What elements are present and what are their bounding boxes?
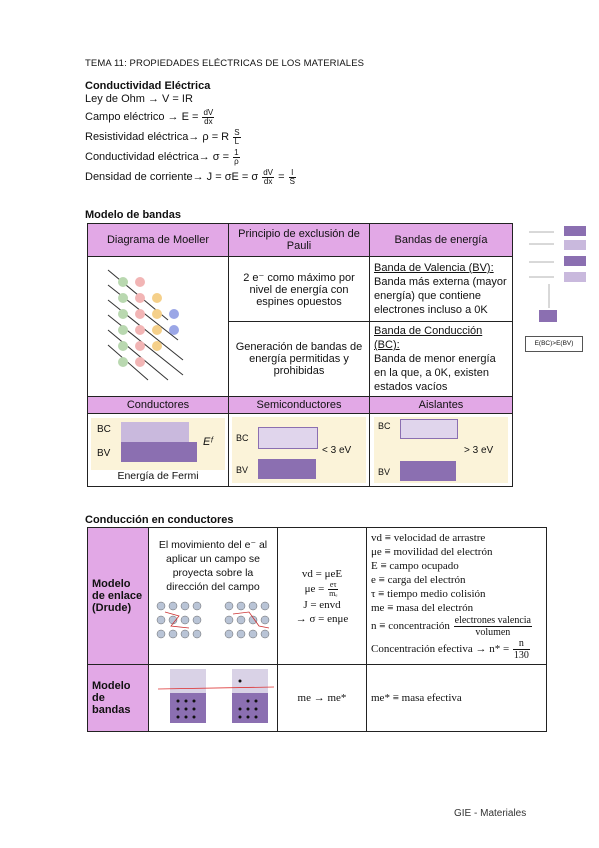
semi-gap: < 3 eV — [322, 445, 352, 456]
aislantes-gap: > 3 eV — [464, 445, 494, 456]
bandas-image-cell — [149, 665, 278, 732]
drude-equations — [278, 528, 367, 665]
def-n: n ≡ concentración $\frac{\text{electrones valencia}}{\text{volumen}}$ — [371, 615, 531, 638]
def-vd: vd ≡ velocidad de arrastre — [371, 532, 486, 544]
pauli-cell-2: Generación de bandas de energía permitidas y prohibidas — [229, 322, 370, 397]
bv-cell — [370, 257, 513, 322]
bv-title: Banda de Valencia (BV): — [374, 262, 494, 274]
modelo-bandas-heading: Modelo de bandas — [85, 209, 181, 221]
conductores-diagram — [88, 414, 229, 487]
bv-label: BV — [378, 467, 391, 477]
bc-title: Banda de Conducción (BC): — [374, 325, 483, 351]
col-pauli: Principio de exclusión de Pauli — [229, 224, 370, 257]
band-bc — [400, 419, 458, 439]
pauli-cell-1: 2 e⁻ como máximo por nivel de energía con espines opuestos — [229, 257, 370, 322]
eq-mu: μe = $\frac{e\tau}{\text{mₑ}}$ — [304, 579, 338, 598]
band-bc — [258, 427, 318, 449]
band-bv — [121, 442, 197, 462]
bandas-eq: me → me* — [278, 665, 367, 732]
bc-label: BC — [378, 421, 391, 431]
footer: GIE - Materiales — [454, 808, 527, 819]
conductores-bands — [91, 418, 225, 470]
conduccion-heading: Conducción en conductores — [85, 514, 234, 526]
bandas-electron-image — [150, 667, 276, 727]
aislantes-header: Aislantes — [370, 397, 513, 414]
conduccion-table — [87, 527, 547, 732]
conductividad-heading: Conductividad Eléctrica — [85, 80, 211, 92]
bc-label: BC — [236, 433, 249, 443]
densidad-corriente: Densidad de corriente→ J = σE = σ $\frac{dV}{dx}$ = $\frac{I}{S}$ — [85, 167, 295, 186]
def-me: me ≡ masa del electrón — [371, 602, 474, 614]
semiconductores-diagram — [229, 414, 370, 487]
fermi-symbol: Eᶠ — [203, 436, 213, 448]
bc-label: BC — [97, 424, 111, 435]
bv-label: BV — [97, 448, 111, 459]
resistividad: Resistividad eléctrica→ ρ = R $\frac{S}{L}$ — [85, 127, 240, 146]
bandas-def: me* ≡ masa efectiva — [367, 665, 547, 732]
drude-definitions — [367, 528, 547, 665]
bv-label: BV — [236, 465, 249, 475]
drude-label: Modelo de enlace (Drude) — [88, 528, 149, 665]
aislantes-diagram — [370, 414, 513, 487]
page-title: TEMA 11: PROPIEDADES ELÉCTRICAS DE LOS MATERIALES — [85, 58, 365, 69]
conductividad-formula: Conductividad eléctrica→ σ = $\frac{1}{\rho}$ — [85, 147, 239, 166]
bc-cell — [370, 322, 513, 397]
side-band-diagram — [519, 222, 589, 332]
bandas-table — [87, 223, 513, 487]
band-bc — [121, 422, 189, 444]
def-conc-ef: Concentración efectiva → n* = $\frac{n}{130}$ — [371, 638, 529, 661]
drude-cell — [149, 528, 278, 665]
aislantes-bands — [374, 417, 508, 483]
eq-vd: vd = μeE — [301, 567, 343, 580]
ohm-law: Ley de Ohm → V = IR — [85, 93, 193, 105]
semiconductores-header: Semiconductores — [229, 397, 370, 414]
def-mu: μe ≡ movilidad del electrón — [371, 546, 493, 558]
col-bandas: Bandas de energía — [370, 224, 513, 257]
col-moeller: Diagrama de Moeller — [88, 224, 229, 257]
moeller-diagram — [88, 257, 229, 397]
bv-text: Banda más externa (mayor energía) que contiene electrones incluso a 0K — [374, 276, 507, 316]
bandas-label: Modelo de bandas — [88, 665, 149, 732]
moeller-diagram-image — [88, 260, 226, 390]
side-box: E(BC)>E(BV) — [525, 336, 583, 352]
eq-j: J = envd — [303, 598, 341, 611]
conductividad-section — [85, 80, 297, 187]
campo-electrico: Campo eléctrico → E = $\frac{dV}{dx}$ — [85, 107, 214, 126]
conductores-header: Conductores — [88, 397, 229, 414]
def-tau: τ ≡ tiempo medio colisión — [371, 588, 486, 600]
semi-bands — [232, 417, 366, 483]
def-e-charge: e ≡ carga del electrón — [371, 574, 466, 586]
fermi-label: Energía de Fermi — [117, 470, 199, 482]
drude-text: El movimiento del e⁻ al aplicar un campo se proyecta sobre la dirección del campo — [158, 538, 268, 593]
bc-text: Banda de menor energía en la que, a 0K, existen estados vacíos — [374, 353, 496, 393]
eq-sigma: → σ = enμe — [295, 612, 349, 625]
def-e-field: E ≡ campo ocupado — [371, 560, 459, 572]
band-bv — [258, 459, 316, 479]
drude-lattice-image — [151, 594, 275, 652]
band-bv — [400, 461, 456, 481]
